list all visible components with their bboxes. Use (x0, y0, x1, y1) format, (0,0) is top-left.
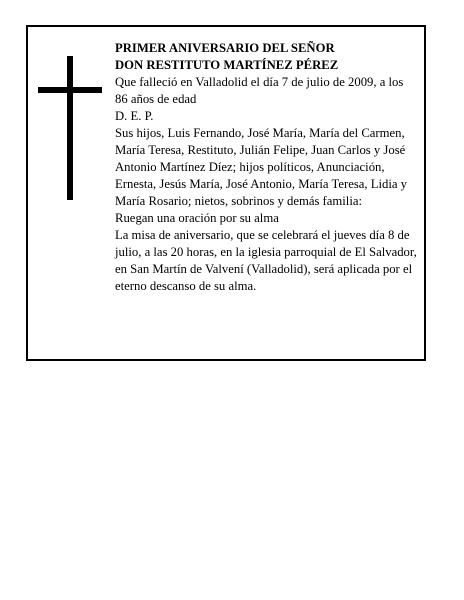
cross-horizontal-bar (38, 87, 102, 93)
notice-title-line-2: DON RESTITUTO MARTÍNEZ PÉREZ (115, 58, 339, 72)
cross-icon (38, 56, 102, 200)
death-info: Que falleció en Valladolid el día 7 de julio de 2009, a los 86 años de edad (115, 75, 404, 106)
family-text: Sus hijos, Luis Fernando, José María, María del Carmen, María Teresa, Restituto, Julián Felipe, Juan Carlos y José Antonio Martínez Díez; hijos políticos, Anunciación, Ernesta, Jesús María, José Antonio, María Teresa, Lidia y María Rosario; nietos, sobrinos y demás familia: (115, 126, 408, 208)
notice-title-line-1: PRIMER ANIVERSARIO DEL SEÑOR (115, 41, 335, 55)
rip-text: D. E. P. (115, 109, 154, 123)
obituary-notice (26, 25, 426, 361)
cross-vertical-bar (67, 56, 73, 200)
prayer-request: Ruegan una oración por su alma (115, 211, 279, 225)
mass-info: La misa de aniversario, que se celebrará el jueves día 8 de julio, a las 20 horas, en la iglesia parroquial de El Salvador, en San Martín de Valvení (Valladolid), será aplicada por el eterno descanso de su alma. (115, 228, 417, 293)
notice-text (115, 40, 417, 295)
